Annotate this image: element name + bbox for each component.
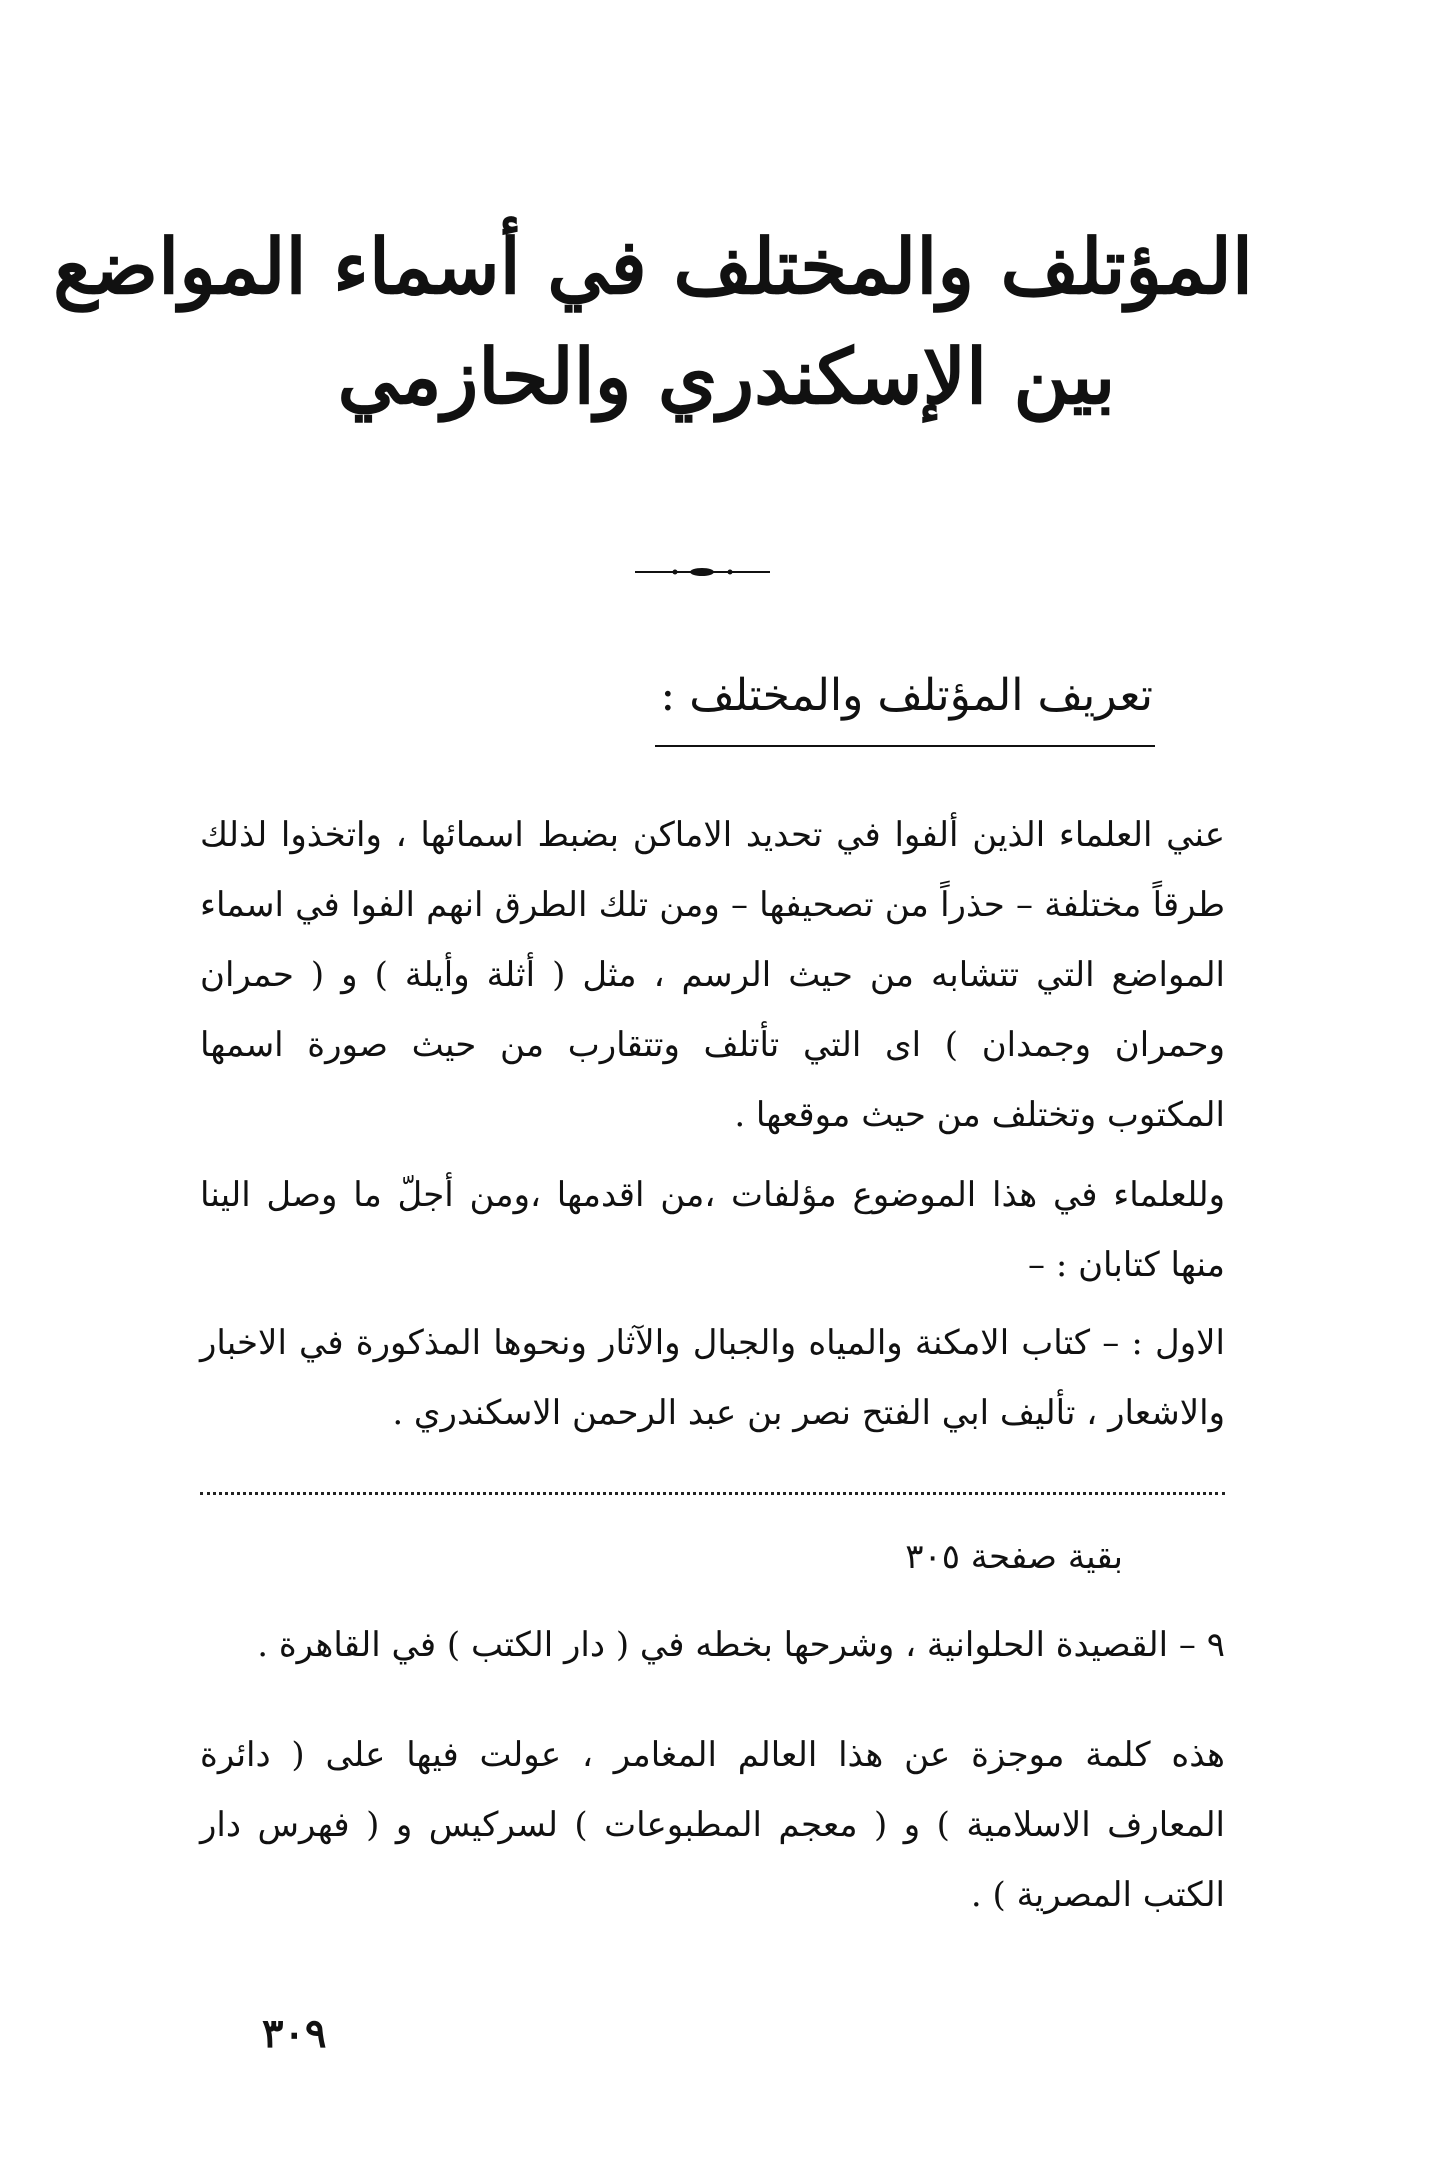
- section-heading: تعريف المؤتلف والمختلف :: [660, 670, 1153, 721]
- footnote-paragraph-2: هذه كلمة موجزة عن هذا العالم المغامر ، عولت فيها على ( دائرة المعارف الاسلامية ) و ( معجم المطبوعات ) لسركيس و ( فهرس دار الكتب المصرية ) .: [200, 1735, 1225, 1915]
- body-paragraph-1: عني العلماء الذين ألفوا في تحديد الاماكن بضبط اسمائها ، واتخذوا لذلك طرقاً مختلفة – حذراً من تصحيفها – ومن تلك الطرق انهم الفوا في اسماء المواضع التي تتشابه من حيث الرسم ، مثل ( أثلة وأيلة ) و ( حمران وحمران وجمدان ) اى التي تأتلف وتتقارب من حيث صورة اسمها المكتوب وتختلف من حيث موقعها .: [200, 815, 1225, 1135]
- body-paragraph-3: الاول : – كتاب الامكنة والمياه والجبال والآثار ونحوها المذكورة في الاخبار والاشعار ، تأليف ابي الفتح نصر بن عبد الرحمن الاسكندري .: [200, 1323, 1225, 1433]
- page-title-line-1: المؤتلف والمختلف في أسماء المواضع: [53, 222, 1253, 311]
- footnote-heading: بقية صفحة ٣٠٥: [905, 1537, 1123, 1577]
- body-paragraph-2: وللعلماء في هذا الموضوع مؤلفات ،من اقدمها ،ومن أجلّ ما وصل الينا منها كتابان : –: [200, 1175, 1225, 1285]
- footnote-paragraph-1: ٩ – القصيدة الحلوانية ، وشرحها بخطه في ( دار الكتب ) في القاهرة .: [257, 1625, 1225, 1665]
- heading-underline: [655, 745, 1155, 747]
- page-number: ٣٠٩: [262, 2010, 327, 2057]
- footnote-separator: [200, 1492, 1225, 1495]
- page-title-line-2: بين الإسكندري والحازمي: [337, 332, 1116, 421]
- ornament-divider: [635, 565, 770, 579]
